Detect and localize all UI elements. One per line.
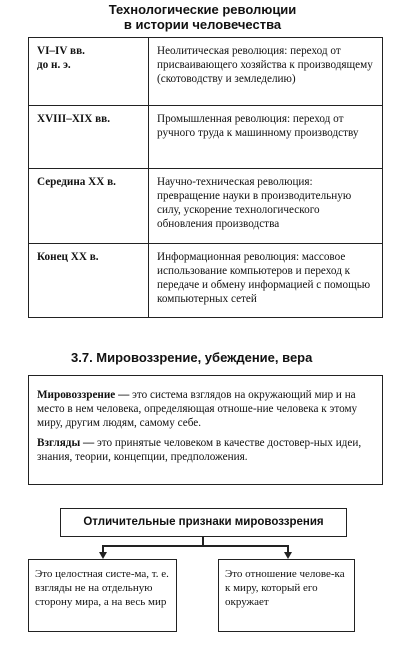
- page-title: [0, 2, 405, 32]
- section-title: 3.7. Мировоззрение, убеждение, вера: [71, 350, 313, 365]
- description-cell: Промышленная революция: переход от ручного труда к машинному производству: [149, 106, 383, 169]
- table-row: [29, 169, 383, 244]
- description-cell: Научно-техническая революция: превращение науки в производительную силу, ускорение технологического обновления производства: [149, 169, 383, 244]
- table-row: [29, 38, 383, 106]
- definition-text: это принятые человеком в качестве достовер-ных идеи, знания, теории, концепции, предположения.: [37, 437, 362, 463]
- connector-horizontal: [102, 545, 288, 547]
- table-row: [29, 244, 383, 318]
- title-line-2: в истории человечества: [123, 17, 282, 32]
- term: Мировоззрение —: [37, 389, 130, 401]
- period-cell: [29, 38, 149, 106]
- term: Взгляды —: [37, 437, 95, 449]
- period-text: Середина XX в.: [37, 176, 116, 188]
- signs-heading: Отличительные признаки мировоззрения: [60, 508, 347, 537]
- period-text: XVIII–XIX вв.: [37, 113, 111, 125]
- period-text-2: до н. э.: [37, 59, 71, 71]
- period-cell: [29, 244, 149, 318]
- table-row: [29, 106, 383, 169]
- description-cell: Неолитическая революция: переход от присваивающего хозяйства к производящему (скотоводству и земледелию): [149, 38, 383, 106]
- definition-text: это система взглядов на окружающий мир и на место в нем человека, определяющая отноше-ние человека к этому миру, другим людям, самому себе.: [37, 389, 358, 429]
- arrow-down-icon: [284, 552, 292, 559]
- connector-vertical: [202, 537, 204, 545]
- definitions-box: [28, 375, 383, 485]
- arrow-down-icon: [99, 552, 107, 559]
- title-line-1: Технологические революции: [108, 2, 297, 17]
- sign-box-attitude: Это отношение челове-ка к миру, который его окружает: [218, 559, 355, 632]
- revolutions-table: [28, 37, 383, 318]
- description-cell: Информационная революция: массовое использование компьютеров и переход к передаче и обмену информацией с помощью компьютерных сетей: [149, 244, 383, 318]
- definition-views: [37, 436, 374, 464]
- period-text: VI–IV вв.: [37, 45, 85, 57]
- sign-box-integrity: Это целостная систе-ма, т. е. взгляды не на отдельную сторону мира, а на весь мир: [28, 559, 177, 632]
- definition-worldview: [37, 388, 374, 430]
- period-cell: [29, 169, 149, 244]
- period-cell: [29, 106, 149, 169]
- period-text: Конец XX в.: [37, 251, 99, 263]
